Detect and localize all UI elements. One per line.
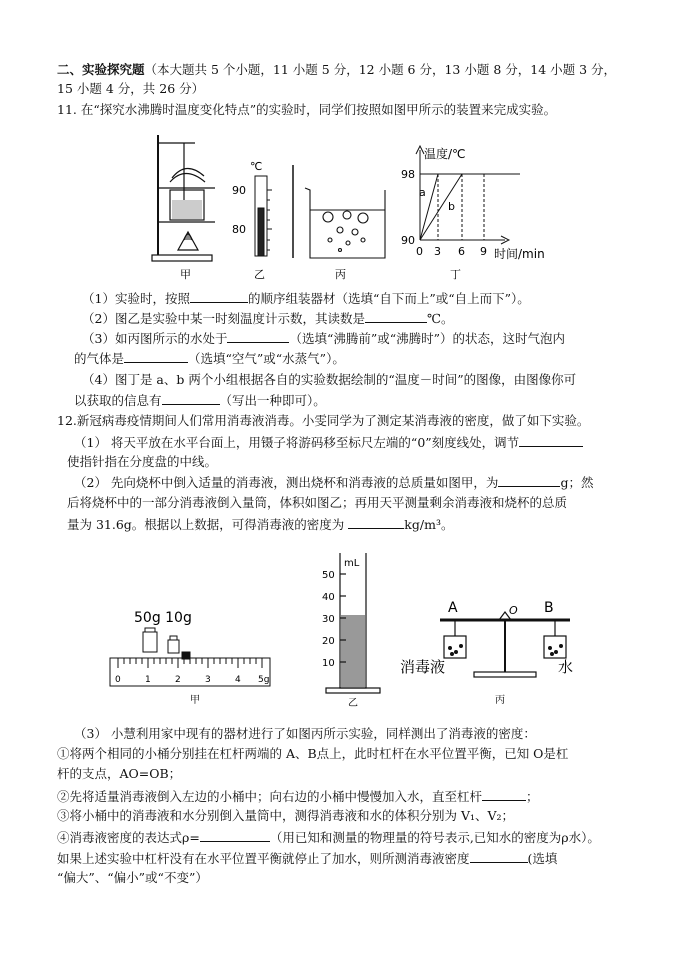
thermo-tick-90: 90 [232, 184, 246, 197]
answer-blank[interactable] [470, 850, 528, 863]
q11-stem: 11. 在“探究水沸腾时温度变化特点”的实验时，同学们按照如图甲所示的装置来完成实验。 [57, 102, 557, 117]
q12-part2-cont2: 量为 31.6g。根据以上数据，可得消毒液的密度为 kg/m³。 [67, 517, 454, 532]
fig-bing-beaker [305, 188, 385, 258]
scale-4: 4 [235, 675, 241, 685]
thermo-unit: ℃ [250, 160, 263, 173]
q12-step3: ③将小桶中的消毒液和水分别倒入量筒中，测得消毒液和水的体积分别为 V₁、V₂； [57, 808, 515, 823]
fig-yi-thermometer [255, 176, 272, 256]
caption-yi: 乙 [254, 268, 265, 281]
q12-step4: ④消毒液密度的表达式ρ= （用已知和测量的物理量的符号表示,已知水的密度为ρ水）。 [57, 830, 600, 845]
graph-line-a: a [419, 186, 426, 199]
caption-ding: 丁 [450, 268, 461, 281]
q12-part1-cont: 使指针指在分度盘的中线。 [67, 454, 218, 469]
lever-b: B [544, 600, 554, 616]
fig-jia-apparatus [152, 135, 215, 261]
cyl-30: 30 [322, 614, 335, 625]
scale-2: 2 [175, 675, 181, 685]
fig-ding-graph [416, 146, 520, 244]
graph-y-90: 90 [401, 234, 415, 247]
section-intro-1: （本大题共 5 个小题，11 小题 5 分，12 小题 6 分，13 小题 8 分，14 小题 3 分， [144, 62, 617, 77]
lever-a: A [448, 600, 458, 616]
label-water: 水 [558, 658, 574, 676]
scale-5g: 5g [258, 675, 270, 685]
answer-blank[interactable] [162, 392, 220, 405]
q11-part2: （2）图乙是实验中某一时刻温度计示数，其读数是 ℃。 [82, 311, 454, 326]
section-heading: 二、实验探究题 [57, 62, 145, 77]
scale-0: 0 [115, 675, 121, 685]
answer-blank[interactable] [227, 330, 289, 343]
scale-1: 1 [145, 675, 151, 685]
cyl-10: 10 [322, 658, 335, 669]
label-disinfectant: 消毒液 [400, 658, 446, 676]
fig-jia-weights [143, 628, 179, 653]
q11-part3: （3）如丙图所示的水处于 （选填“沸腾前”或“沸腾时”）的状态，这时气泡内 [82, 331, 566, 346]
cyl-50: 50 [322, 570, 335, 581]
q11-part3-cont: 的气体是 （选填“空气”或“水蒸气”）。 [74, 351, 345, 366]
section-header [57, 62, 616, 78]
answer-blank[interactable] [348, 516, 404, 529]
answer-blank[interactable] [124, 350, 188, 363]
thermo-tick-80: 80 [232, 223, 246, 236]
graph-x-3: 3 [434, 245, 441, 258]
cyl-40: 40 [322, 592, 335, 603]
weights-label: 50g 10g [134, 610, 192, 626]
caption-bing: 丙 [335, 268, 346, 281]
graph-y-98: 98 [401, 168, 415, 181]
q12-step1-cont: 杆的支点，AO=OB； [57, 766, 182, 781]
q12-step2: ②先将适量消毒液倒入左边的小桶中；向右边的小桶中慢慢加入水，直至杠杆 ； [57, 789, 539, 804]
section-intro-2: 15 小题 4 分，共 26 分） [57, 81, 205, 96]
answer-blank[interactable] [190, 290, 248, 303]
q11-part4-cont: 以获取的信息有 （写出一种即可）。 [74, 393, 326, 408]
answer-blank[interactable] [365, 310, 427, 323]
answer-blank[interactable] [498, 474, 560, 487]
q12-part1: （1） 将天平放在水平台面上，用镊子将游码移至标尺左端的“0”刻度线处，调节 [74, 434, 583, 451]
q11-part4: （4）图丁是 a、b 两个小组根据各自的实验数据绘制的“温度－时间”的图像，由图像你可 [82, 372, 577, 387]
graph-ylabel: 温度/℃ [424, 147, 466, 161]
q12-step5-cont: “偏大”、“偏小”或“不变”） [57, 870, 208, 885]
cyl-20: 20 [322, 636, 335, 647]
q11-part1: （1）实验时，按照 的顺序组装器材（选填“自下而上”或“自上而下”）。 [82, 291, 530, 306]
graph-xlabel: 时间/min [494, 247, 545, 261]
answer-blank[interactable] [200, 829, 270, 842]
lever-o: O [509, 604, 518, 617]
answer-blank[interactable] [482, 788, 526, 801]
q12-step5: 如果上述实验中杠杆没有在水平位置平衡就停止了加水，则所测消毒液密度 (选填 [57, 851, 558, 866]
cyl-unit: mL [344, 558, 360, 569]
fig-jia-scale [110, 652, 270, 686]
scale-3: 3 [205, 675, 211, 685]
caption-jia: 甲 [180, 268, 191, 281]
caption-jia-12: 甲 [190, 695, 200, 706]
q12-part2-cont: 后将烧杯中的一部分消毒液倒入量筒，体积如图乙；再用天平测量剩余消毒液和烧杯的总质 [67, 495, 568, 510]
graph-x-0: 0 [416, 245, 423, 258]
caption-yi-12: 乙 [348, 698, 358, 709]
graph-x-9: 9 [480, 245, 487, 258]
answer-blank[interactable] [519, 434, 583, 447]
q12-part3: （3） 小慧利用家中现有的器材进行了如图丙所示实验，同样测出了消毒液的密度： [74, 726, 536, 741]
fig-bing-lever [440, 612, 570, 677]
graph-line-b: b [448, 200, 455, 213]
q12-part2: （2） 先向烧杯中倒入适量的消毒液，测出烧杯和消毒液的总质量如图甲，为 g；然 [74, 475, 594, 490]
q12-stem: 12.新冠病毒疫情期间人们常用消毒液消毒。小雯同学为了测定某消毒液的密度，做了如下实验。 [57, 413, 590, 428]
caption-bing-12: 丙 [495, 695, 505, 706]
graph-x-6: 6 [458, 245, 465, 258]
q12-step1: ①将两个相同的小桶分别挂在杠杆两端的 A、B点上，此时杠杆在水平位置平衡，已知 O是杠 [57, 746, 569, 761]
fig-yi-cylinder [326, 553, 380, 693]
